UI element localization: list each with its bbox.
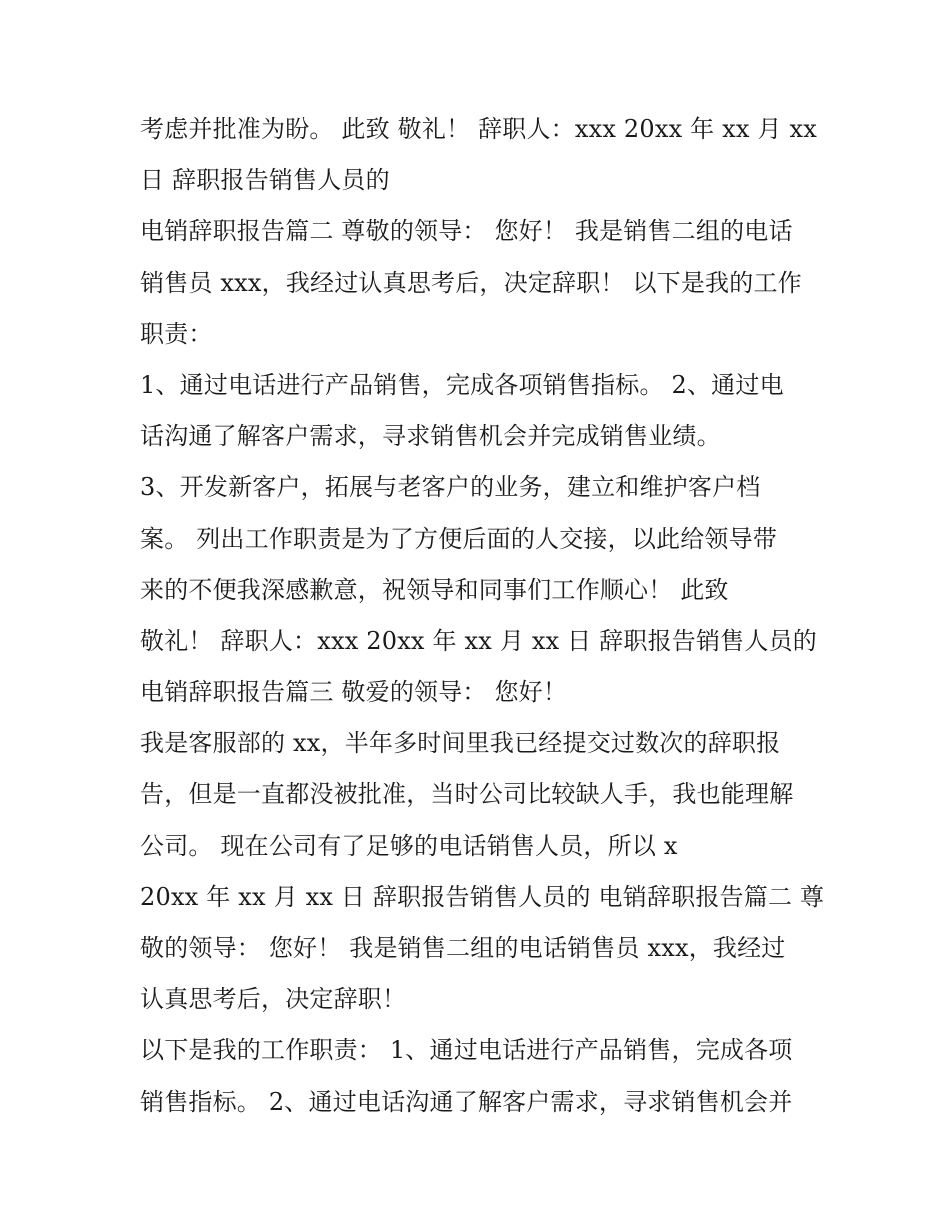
text-line: 敬的领导： 您好！ 我是销售二组的电话销售员 xxx，我经过 xyxy=(140,934,786,962)
text-line: 以下是我的工作职责： 1、通过电话进行产品销售，完成各项 xyxy=(140,1036,793,1065)
text-line: 销售员 xxx，我经过认真思考后，决定辞职！ 以下是我的工作 xyxy=(140,268,802,297)
text-line: 电销辞职报告篇二 尊敬的领导： 您好！ 我是销售二组的电话 xyxy=(140,217,793,246)
text-line: 敬礼！ 辞职人：xxx 20xx 年 xx 月 xx 日 辞职报告销售人员的 xyxy=(140,626,817,655)
text-line: 电销辞职报告篇三 敬爱的领导： 您好！ xyxy=(140,678,568,707)
text-line: 1、通过电话进行产品销售，完成各项销售指标。 2、通过电 xyxy=(140,370,784,399)
text-line: 公司。 现在公司有了足够的电话销售人员，所以 x xyxy=(140,831,678,860)
text-line: 考虑并批准为盼。 此致 敬礼！ 辞职人：xxx 20xx 年 xx 月 xx xyxy=(140,115,817,143)
text-line: 来的不便我深感歉意，祝领导和同事们工作顺心！ 此致 xyxy=(140,575,729,604)
text-line: 案。 列出工作职责是为了方便后面的人交接，以此给领导带 xyxy=(140,524,778,553)
text-line: 日 辞职报告销售人员的 xyxy=(140,166,390,195)
text-line: 认真思考后，决定辞职！ xyxy=(140,985,407,1014)
text-line: 告，但是一直都没被批准，当时公司比较缺人手，我也能理解 xyxy=(140,780,794,809)
document-body xyxy=(140,104,830,1128)
text-line: 我是客服部的 xx，半年多时间里我已经提交过数次的辞职报 xyxy=(140,729,781,758)
text-line: 20xx 年 xx 月 xx 日 辞职报告销售人员的 电销辞职报告篇二 尊 xyxy=(140,882,825,911)
text-line: 职责： xyxy=(140,319,213,348)
text-line: 话沟通了解客户需求，寻求销售机会并完成销售业绩。 xyxy=(140,422,721,451)
text-line: 销售指标。 2、通过电话沟通了解客户需求，寻求销售机会并 xyxy=(140,1087,793,1116)
text-line: 3、开发新客户，拓展与老客户的业务，建立和维护客户档 xyxy=(140,473,761,502)
